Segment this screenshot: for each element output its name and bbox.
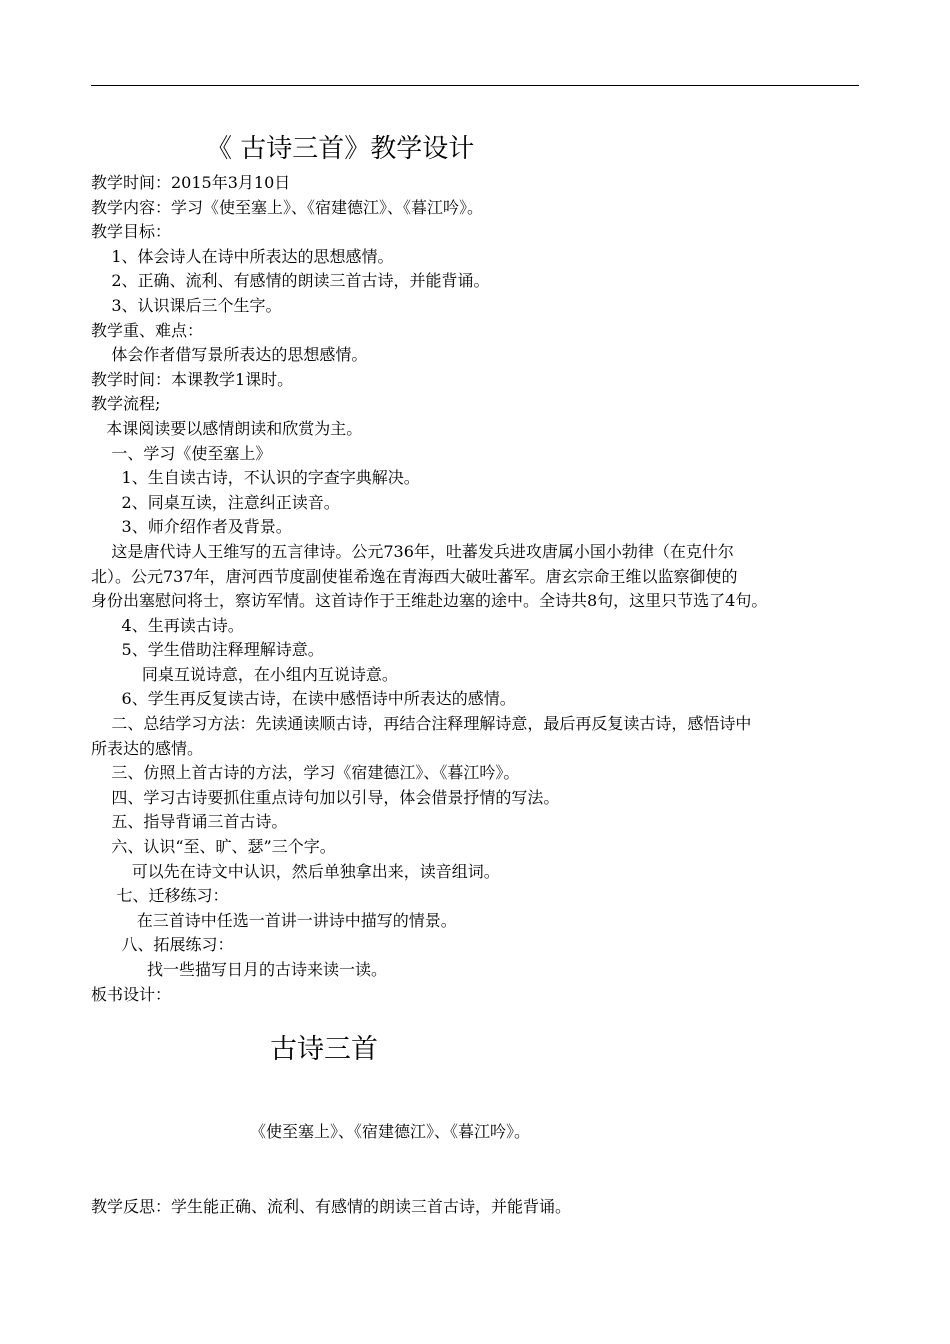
body-line: 1、生自读古诗，不认识的字查字典解决。	[91, 468, 420, 488]
body-line: 北）。公元737年，唐河西节度副使崔希逸在青海西大破吐蕃军。唐玄宗命王维以监察御使的	[91, 566, 738, 586]
body-line: 2、正确、流利、有感情的朗读三首古诗，并能背诵。	[91, 271, 490, 291]
body-line: 板书设计：	[91, 984, 172, 1004]
body-line: 三、仿照上首古诗的方法，学习《宿建德江》、《暮江吟》。	[91, 763, 520, 783]
body-line: 3、师介绍作者及背景。	[91, 517, 292, 537]
body-line: 4、生再读古诗。	[91, 615, 244, 635]
body-line: 七、迁移练习：	[91, 886, 229, 906]
body-line: 一、学习《使至塞上》	[91, 443, 272, 463]
body-line: 2、同桌互读，注意纠正读音。	[91, 492, 340, 512]
teaching-reflection: 教学反思：学生能正确、流利、有感情的朗读三首古诗，并能背诵。	[91, 1197, 572, 1216]
body-line: 可以先在诗文中认识，然后单独拿出来，读音组词。	[91, 861, 500, 881]
body-line: 5、学生借助注释理解诗意。	[91, 640, 324, 660]
body-line: 1、体会诗人在诗中所表达的思想感情。	[91, 246, 394, 266]
body-line: 教学重、难点：	[91, 320, 204, 340]
body-line: 身份出塞慰问将士，察访军情。这首诗作于王维赴边塞的途中。全诗共8句，这里只节选了4句。	[91, 591, 768, 611]
body-line: 八、拓展练习：	[91, 935, 234, 955]
body-line: 找一些描写日月的古诗来读一读。	[91, 960, 387, 979]
body-line: 在三首诗中任选一首讲一讲诗中描写的情景。	[91, 910, 457, 930]
body-line: 教学时间：2015年3月10日	[91, 173, 291, 192]
body-line: 二、总结学习方法：先读通读顺古诗，再结合注释理解诗意，最后再反复读古诗，感悟诗中	[91, 714, 752, 734]
body-line: 体会作者借写景所表达的思想感情。	[91, 345, 368, 365]
body-line: 教学内容：学习《使至塞上》、《宿建德江》、《暮江吟》。	[91, 197, 484, 217]
body-line: 同桌互说诗意，在小组内互说诗意。	[91, 664, 398, 684]
body-line: 教学目标：	[91, 222, 172, 242]
body-line: 所表达的感情。	[91, 738, 204, 758]
body-line: 四、学习古诗要抓住重点诗句加以引导，体会借景抒情的写法。	[91, 787, 560, 807]
body-line: 这是唐代诗人王维写的五言律诗。公元736年，吐蕃发兵进攻唐属小国小勃律（在克什尔	[91, 541, 734, 561]
document-title: 《 古诗三首》教学设计	[206, 134, 475, 164]
board-poems: 《使至塞上》、《宿建德江》、《暮江吟》。	[250, 1122, 531, 1141]
body-line: 教学时间：本课教学1课时。	[91, 369, 294, 389]
header-rule	[91, 85, 859, 86]
body-line: 本课阅读要以感情朗读和欣赏为主。	[91, 418, 363, 438]
board-title: 古诗三首	[270, 1034, 378, 1065]
body-line: 教学流程;	[91, 394, 161, 414]
body-line: 6、学生再反复读古诗，在读中感悟诗中所表达的感情。	[91, 689, 516, 709]
body-line: 3、认识课后三个生字。	[91, 295, 282, 315]
body-line: 五、指导背诵三首古诗。	[91, 812, 288, 832]
lesson-body	[91, 171, 871, 1007]
body-line: 六、认识“至、旷、瑟”三个字。	[91, 837, 336, 857]
